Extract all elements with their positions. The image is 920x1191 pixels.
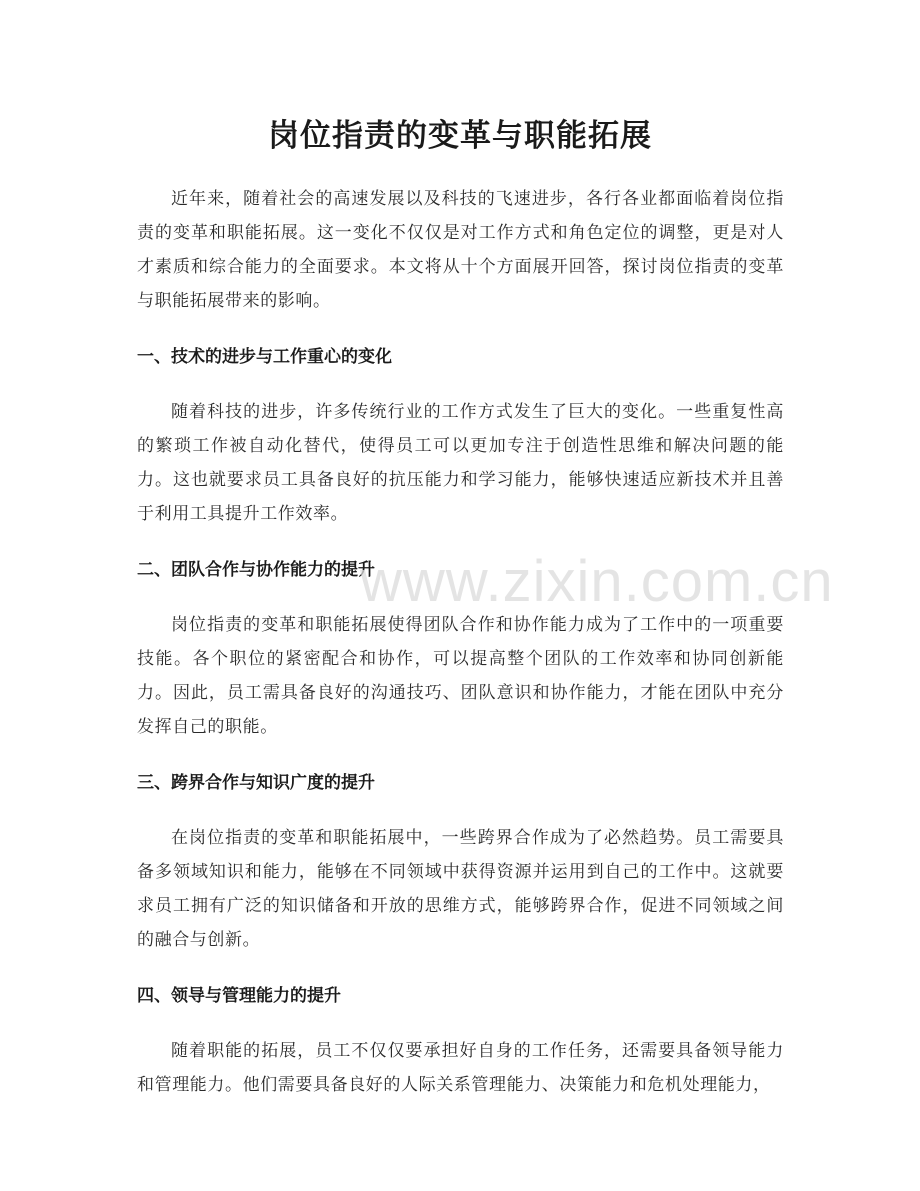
section-heading: 二、团队合作与协作能力的提升 — [137, 560, 375, 580]
section-paragraph: 岗位指责的变革和职能拓展使得团队合作和协作能力成为了工作中的一项重要技能。各个职位的紧密配合和协作，可以提高整个团队的工作效率和协同创新能力。因此，员工需具备良好的沟通技巧、团队意识和协作能力，才能在团队中充分发挥自己的职能。 — [137, 615, 784, 737]
intro-paragraph: 近年来，随着社会的高速发展以及科技的飞速进步，各行各业都面临着岗位指责的变革和职能拓展。这一变化不仅仅是对工作方式和角色定位的调整，更是对人才素质和综合能力的全面要求。本文将从十个方面展开回答，探讨岗位指责的变革与职能拓展带来的影响。 — [137, 189, 784, 311]
section-paragraph: 随着科技的进步，许多传统行业的工作方式发生了巨大的变化。一些重复性高的繁琐工作被自动化替代，使得员工可以更加专注于创造性思维和解决问题的能力。这也就要求员工具备良好的抗压能力和学习能力，能够快速适应新技术并且善于利用工具提升工作效率。 — [137, 402, 784, 524]
section-paragraph: 随着职能的拓展，员工不仅仅要承担好自身的工作任务，还需要具备领导能力和管理能力。他们需要具备良好的人际关系管理能力、决策能力和危机处理能力， — [137, 1041, 784, 1095]
section-2 — [137, 553, 784, 744]
section-4 — [137, 979, 784, 1102]
document-title: 岗位指责的变革与职能拓展 — [268, 118, 652, 154]
section-heading: 一、技术的进步与工作重心的变化 — [137, 347, 392, 367]
watermark: www.zixin.com.cn — [360, 549, 834, 614]
section-1 — [137, 340, 784, 531]
section-heading: 三、跨界合作与知识广度的提升 — [137, 773, 375, 793]
document-body — [137, 182, 784, 1102]
section-paragraph: 在岗位指责的变革和职能拓展中，一些跨界合作成为了必然趋势。员工需要具备多领域知识和能力，能够在不同领域中获得资源并运用到自己的工作中。这就要求员工拥有广泛的知识储备和开放的思维方式，能够跨界合作，促进不同领域之间的融合与创新。 — [137, 828, 784, 950]
section-heading: 四、领导与管理能力的提升 — [137, 986, 341, 1006]
section-3 — [137, 766, 784, 957]
